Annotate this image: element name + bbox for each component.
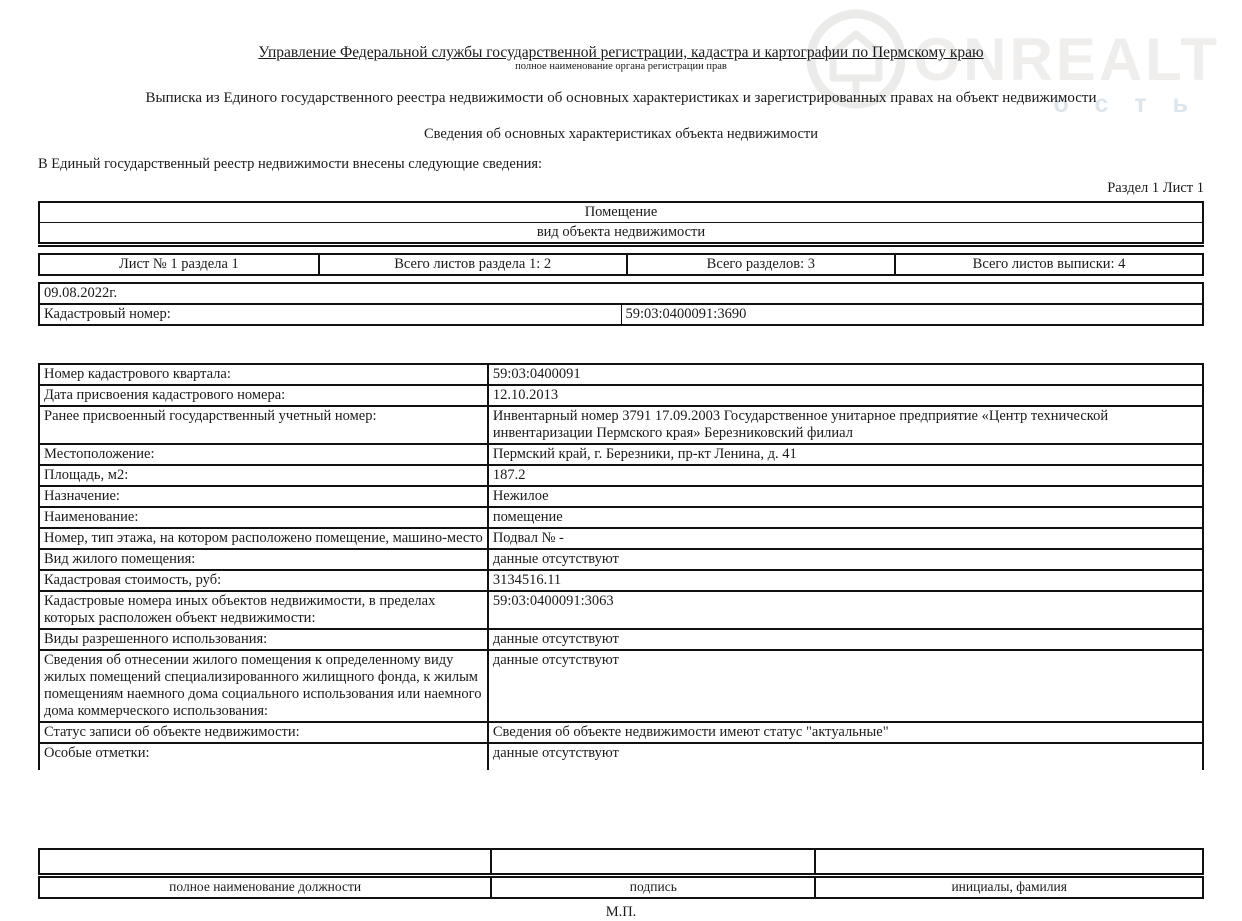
table-row: [39, 444, 1203, 465]
authority-caption: полное наименование органа регистрации прав: [515, 61, 727, 72]
section-subtitle: Сведения об основных характеристиках объекта недвижимости: [423, 126, 819, 142]
document-title: Выписка из Единого государственного реестра недвижимости об основных характеристиках и зарегистрированных правах на объект недвижимости: [145, 90, 1097, 106]
table-row: [39, 591, 1203, 629]
table-row: [39, 570, 1203, 591]
row-value: помещение: [488, 507, 1203, 528]
object-type-value: Помещение: [39, 202, 1203, 223]
section-sheet-label: Раздел 1 Лист 1: [1107, 180, 1204, 196]
signature-position-cell: [39, 849, 491, 876]
table-row: [39, 528, 1203, 549]
row-label: Сведения об отнесении жилого помещения к определенному виду жилых помещений специализированного жилищного фонда, к жилым помещениям наемного дома социального использования или наемного дома коммерческого использования:: [39, 650, 488, 722]
table-row: [39, 507, 1203, 528]
row-value: данные отсутствуют: [488, 743, 1203, 770]
details-table: [38, 363, 1204, 770]
row-value: Пермский край, г. Березники, пр-кт Ленина, д. 41: [488, 444, 1203, 465]
row-label: Дата присвоения кадастрового номера:: [39, 385, 488, 406]
signature-position-header: полное наименование должности: [169, 879, 362, 894]
row-value: Сведения об объекте недвижимости имеют статус "актуальные": [488, 722, 1203, 743]
row-label: Кадастровая стоимость, руб:: [39, 570, 488, 591]
object-type-caption: вид объекта недвижимости: [536, 224, 706, 240]
onrealt-sub-text: ость: [1053, 90, 1214, 118]
row-label: Виды разрешенного использования:: [39, 629, 488, 650]
row-label: Кадастровые номера иных объектов недвижимости, в пределах которых расположен объект недвижимости:: [39, 591, 488, 629]
row-value: данные отсутствуют: [488, 650, 1203, 722]
row-value: данные отсутствуют: [488, 629, 1203, 650]
row-label: Номер кадастрового квартала:: [39, 364, 488, 385]
signature-name-cell: [815, 849, 1203, 876]
cadastral-number-label: Кадастровый номер:: [39, 304, 621, 325]
section-sheets-total-cell: Всего листов раздела 1: 2: [319, 254, 627, 275]
table-row: [39, 364, 1203, 385]
signature-sign-header: подпись: [491, 876, 815, 899]
row-label: Назначение:: [39, 486, 488, 507]
row-label: Площадь, м2:: [39, 465, 488, 486]
authority-name-text: Управление Федеральной службы государственной регистрации, кадастра и картографии по Пермскому краю: [258, 44, 984, 61]
row-value: 59:03:0400091: [492, 366, 581, 382]
row-value: 59:03:0400091:3063: [488, 591, 1203, 629]
row-value: 12.10.2013: [488, 385, 1203, 406]
row-label: Вид жилого помещения:: [39, 549, 488, 570]
row-value: Подвал № -: [488, 528, 1203, 549]
cadastral-number-value: 59:03:0400091:3690: [625, 306, 747, 322]
table-row: [39, 465, 1203, 486]
table-row: [39, 406, 1203, 444]
row-label: Наименование:: [39, 507, 488, 528]
row-label: Особые отметки:: [39, 743, 488, 770]
table-row: [39, 722, 1203, 743]
onrealt-brand-text: ONREALT: [913, 26, 1220, 93]
signature-name-header: инициалы, фамилия: [815, 876, 1203, 899]
row-value: Нежилое: [488, 486, 1203, 507]
intro-line: В Единый государственный реестр недвижимости внесены следующие сведения:: [38, 156, 543, 172]
row-value: 3134516.11: [488, 570, 1203, 591]
row-label: Статус записи об объекте недвижимости:: [39, 722, 488, 743]
extract-sheets-total-cell: Всего листов выписки: 4: [895, 254, 1203, 275]
date-cadastral-table: [38, 282, 1204, 326]
table-row: [39, 629, 1203, 650]
table-row: [39, 549, 1203, 570]
table-row: [39, 486, 1203, 507]
table-row: [39, 743, 1203, 770]
row-value: данные отсутствуют: [488, 549, 1203, 570]
table-row: [39, 650, 1203, 722]
row-value: 187.2: [488, 465, 1203, 486]
signature-sign-cell: [491, 849, 815, 876]
authority-name: [38, 0, 1204, 61]
object-type-table: [38, 201, 1204, 247]
table-row: [39, 385, 1203, 406]
egrn-extract-page: [38, 0, 1204, 921]
row-label: Номер, тип этажа, на котором расположено помещение, машино-место: [39, 528, 488, 549]
sections-total-cell: Всего разделов: 3: [627, 254, 895, 275]
extract-date-cell: 09.08.2022г.: [39, 283, 1203, 304]
sheet-number-cell: Лист № 1 раздела 1: [118, 256, 239, 272]
row-label: Местоположение:: [39, 444, 488, 465]
row-label: Ранее присвоенный государственный учетный номер:: [39, 406, 488, 444]
row-value: Инвентарный номер 3791 17.09.2003 Государственное унитарное предприятие «Центр технической инвентаризации Пермского края» Березниковский филиал: [488, 406, 1203, 444]
sheet-counts-table: [38, 253, 1204, 276]
stamp-mark: М.П.: [605, 904, 637, 920]
signature-table: [38, 848, 1204, 899]
